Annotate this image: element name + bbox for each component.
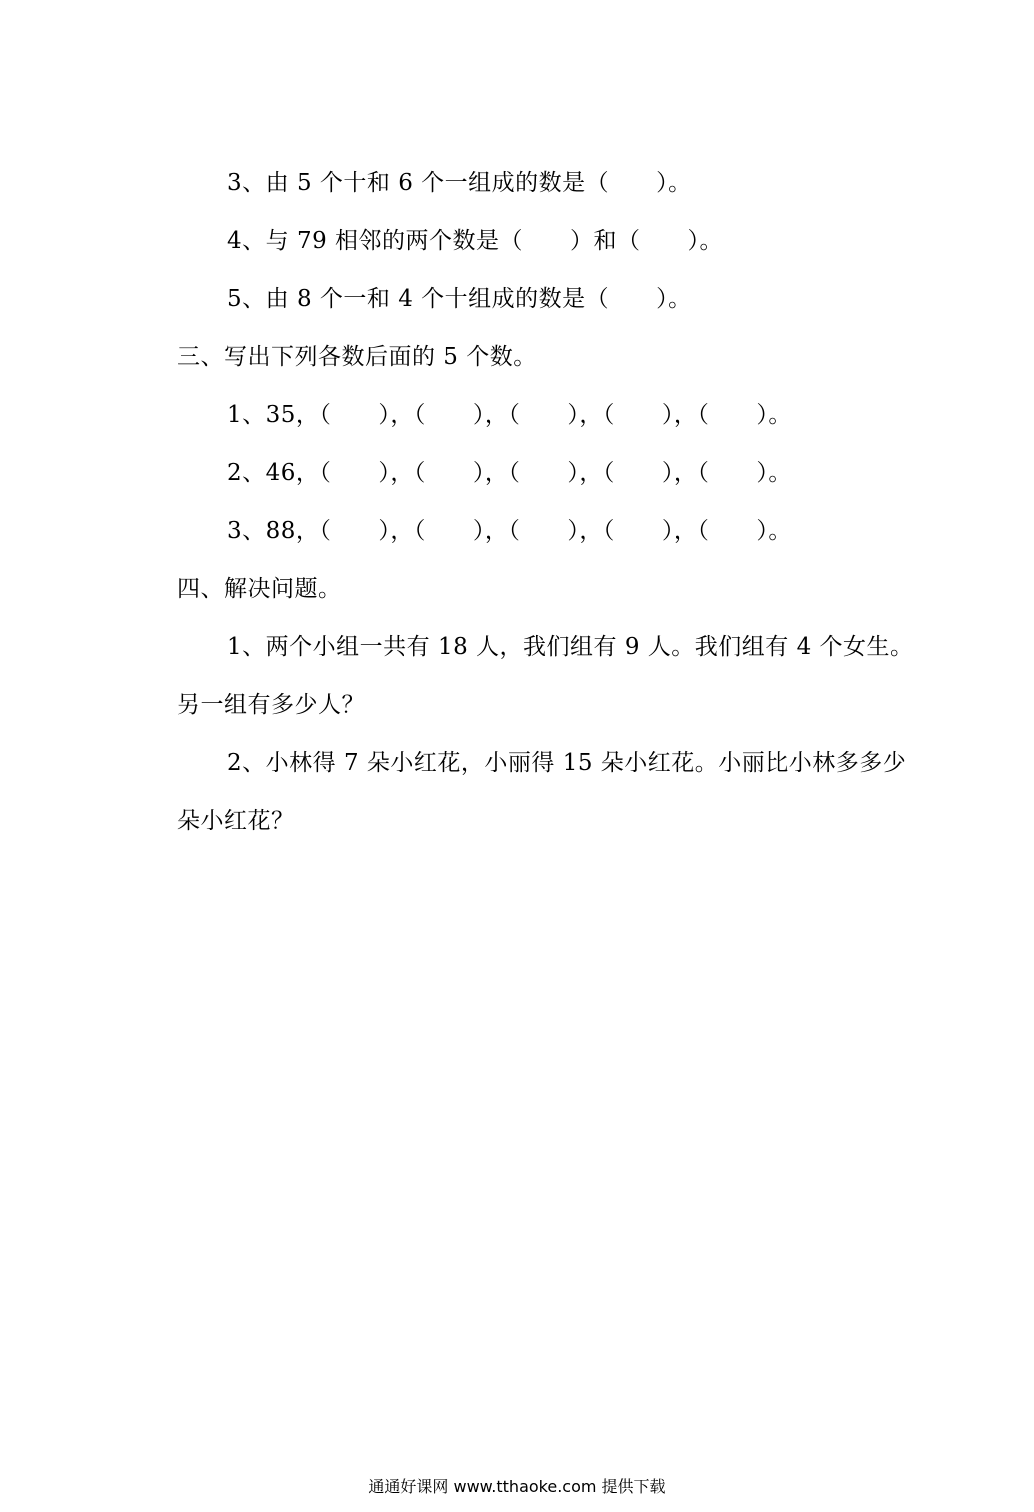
fill-question-3: 3、由 5 个十和 6 个一组成的数是（ ）。 (227, 170, 692, 196)
word-problem-1-line-1: 1、两个小组一共有 18 人，我们组有 9 人。我们组有 4 个女生。 (227, 634, 914, 660)
word-problem-2-line-2: 朵小红花？ (177, 808, 295, 834)
sequence-question-1: 1、35，（ ），（ ），（ ），（ ），（ ）。 (227, 402, 792, 428)
sequence-question-3: 3、88，（ ），（ ），（ ），（ ），（ ）。 (227, 518, 792, 544)
section-3-heading: 三、写出下列各数后面的 5 个数。 (177, 344, 537, 370)
sequence-question-2: 2、46，（ ），（ ），（ ），（ ），（ ）。 (227, 460, 792, 486)
footer-source-text: 通通好课网 www.tthaoke.com 提供下载 (368, 1477, 666, 1496)
word-problem-2-line-1: 2、小林得 7 朵小红花，小丽得 15 朵小红花。小丽比小林多多少 (227, 750, 907, 776)
fill-question-5: 5、由 8 个一和 4 个十组成的数是（ ）。 (227, 286, 692, 312)
section-4-heading: 四、解决问题。 (177, 576, 342, 602)
fill-question-4: 4、与 79 相邻的两个数是（ ）和（ ）。 (227, 228, 724, 254)
word-problem-1-line-2: 另一组有多少人？ (177, 692, 365, 718)
